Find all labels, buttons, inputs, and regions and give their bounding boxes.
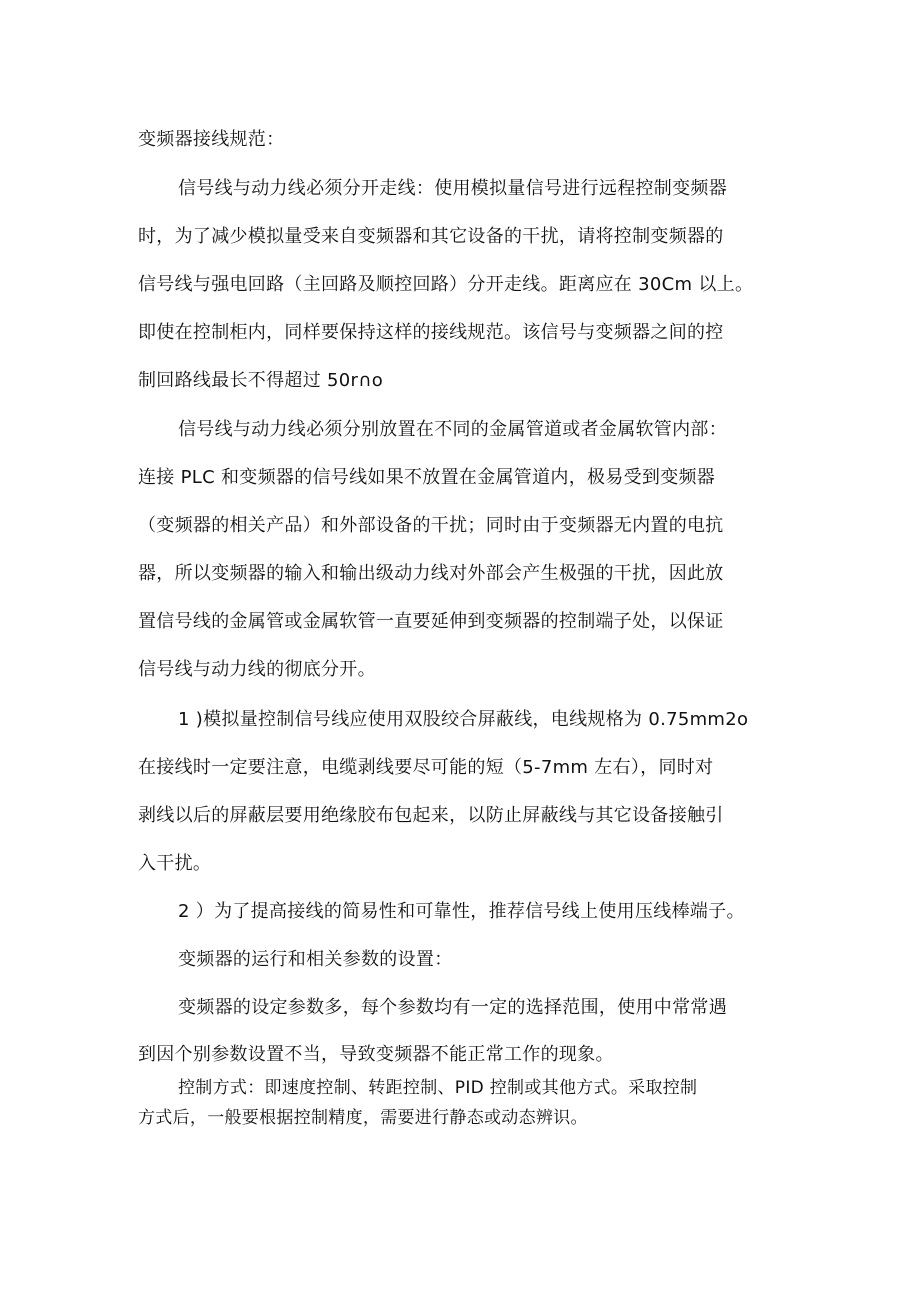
paragraph-line: 器，所以变频器的输入和输出级动力线对外部会产生极强的干扰，因此放 bbox=[138, 563, 724, 584]
list-item-line: 2 ）为了提高接线的简易性和可靠性，推荐信号线上使用压线棒端子。 bbox=[178, 901, 745, 922]
section-heading: 变频器接线规范： bbox=[138, 129, 285, 150]
paragraph-line: 入干扰。 bbox=[138, 853, 212, 874]
paragraph-line: 信号线与强电回路（主回路及顺控回路）分开走线。距离应在 30Cm 以上。 bbox=[138, 274, 754, 295]
list-item-line: 1 )模拟量控制信号线应使用双股绞合屏蔽线，电线规格为 0.75mm2o bbox=[178, 709, 749, 730]
paragraph-line: 方式后，一般要根据控制精度，需要进行静态或动态辨识。 bbox=[138, 1108, 588, 1128]
paragraph-line: 在接线时一定要注意，电缆剥线要尽可能的短（5-7mm 左右），同时对 bbox=[138, 757, 714, 778]
subheading-line: 变频器的运行和相关参数的设置： bbox=[178, 949, 453, 970]
paragraph-line: 信号线与动力线的彻底分开。 bbox=[138, 659, 376, 680]
paragraph-line: 到因个别参数设置不当，导致变频器不能正常工作的现象。 bbox=[138, 1044, 614, 1065]
paragraph-line: 连接 PLC 和变频器的信号线如果不放置在金属管道内，极易受到变频器 bbox=[138, 467, 716, 488]
paragraph-line: 即使在控制柜内，同样要保持这样的接线规范。该信号与变频器之间的控 bbox=[138, 322, 724, 343]
paragraph-line: 变频器的设定参数多，每个参数均有一定的选择范围，使用中常常遇 bbox=[178, 997, 727, 1018]
paragraph-line: 时，为了减少模拟量受来自变频器和其它设备的干扰，请将控制变频器的 bbox=[138, 226, 724, 247]
paragraph-line: （变频器的相关产品）和外部设备的干扰；同时由于变频器无内置的电抗 bbox=[138, 515, 724, 536]
paragraph-line: 剥线以后的屏蔽层要用绝缘胶布包起来，以防止屏蔽线与其它设备接触引 bbox=[138, 805, 724, 826]
paragraph-line: 信号线与动力线必须分别放置在不同的金属管道或者金属软管内部： bbox=[178, 419, 727, 440]
paragraph-line: 信号线与动力线必须分开走线：使用模拟量信号进行远程控制变频器 bbox=[178, 178, 727, 199]
paragraph-line: 置信号线的金属管或金属软管一直要延伸到变频器的控制端子处，以保证 bbox=[138, 611, 724, 632]
paragraph-line: 制回路线最长不得超过 50r∩o bbox=[138, 370, 384, 391]
paragraph-line: 控制方式：即速度控制、转距控制、PID 控制或其他方式。采取控制 bbox=[178, 1078, 698, 1098]
